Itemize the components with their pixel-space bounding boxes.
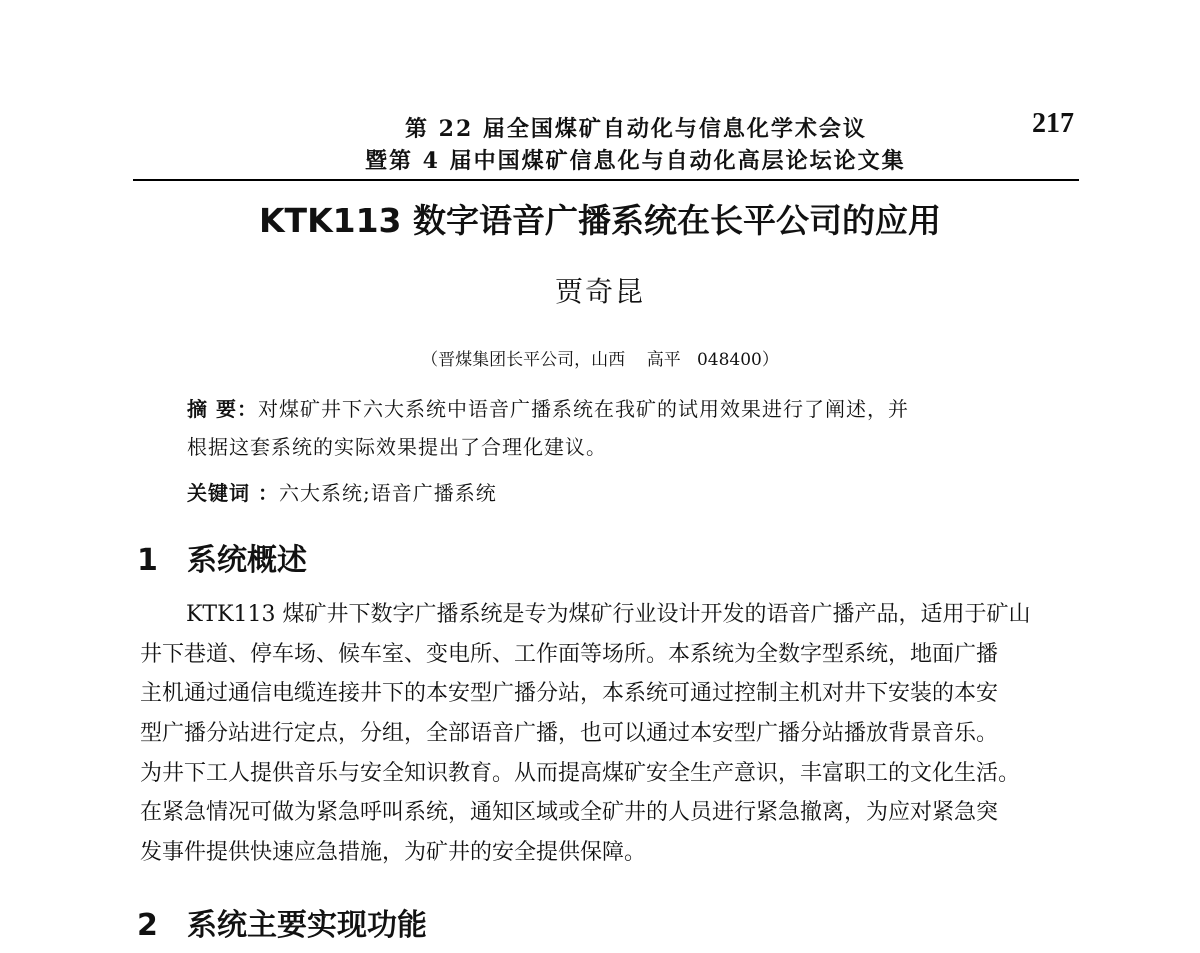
proceedings-header-line-1: 第 22 届全国煤矿自动化与信息化学术会议 [405,116,867,142]
author-affiliation: （晋煤集团长平公司，山西 高平 048400） [421,350,779,370]
keywords-text: 六大系统;语音广播系统 [278,481,497,505]
body-text-line: 为井下工人提供音乐与安全知识教育。从而提高煤矿安全生产意识，丰富职工的文化生活。 [140,761,1021,786]
abstract-label: 摘 要： [187,397,258,421]
body-text-line: 主机通过通信电缆连接井下的本安型广播分站，本系统可通过控制主机对井下安装的本安 [140,681,999,706]
section-number: 2 [137,908,158,943]
section-heading-1 [137,535,307,579]
header-rule [133,179,1079,181]
section-heading-2 [137,900,427,944]
section-title: 系统主要实现功能 [187,908,427,943]
abstract-line-2: 根据这套系统的实际效果提出了合理化建议。 [187,435,607,459]
author-name: 贾奇昆 [554,275,645,308]
body-text-line: 在紧急情况可做为紧急呼叫系统，通知区域或全矿井的人员进行紧急撤离，为应对紧急突 [140,800,999,825]
abstract-text-1: 对煤矿井下六大系统中语音广播系统在我矿的试用效果进行了阐述，并 [257,397,909,421]
body-text-line: KTK113 煤矿井下数字广播系统是专为煤矿行业设计开发的语音广播产品，适用于矿山 [186,602,1031,627]
body-text-line: 井下巷道、停车场、候车室、变电所、工作面等场所。本系统为全数字型系统，地面广播 [140,642,999,667]
section-title: 系统概述 [187,543,307,578]
body-text-line: 型广播分站进行定点，分组，全部语音广播，也可以通过本安型广播分站播放背景音乐。 [140,721,999,746]
keywords-label: 关键词 ： [187,481,279,505]
abstract-line-1 [187,393,1047,422]
body-text-line: 发事件提供快速应急措施，为矿井的安全提供保障。 [140,840,647,865]
keywords-line [187,477,1047,506]
page-number: 217 [1032,108,1074,139]
section-number: 1 [137,543,158,578]
proceedings-header-line-2: 暨第 4 届中国煤矿信息化与自动化高层论坛论文集 [365,148,906,174]
paper-title: KTK113 数字语音广播系统在长平公司的应用 [258,201,942,240]
